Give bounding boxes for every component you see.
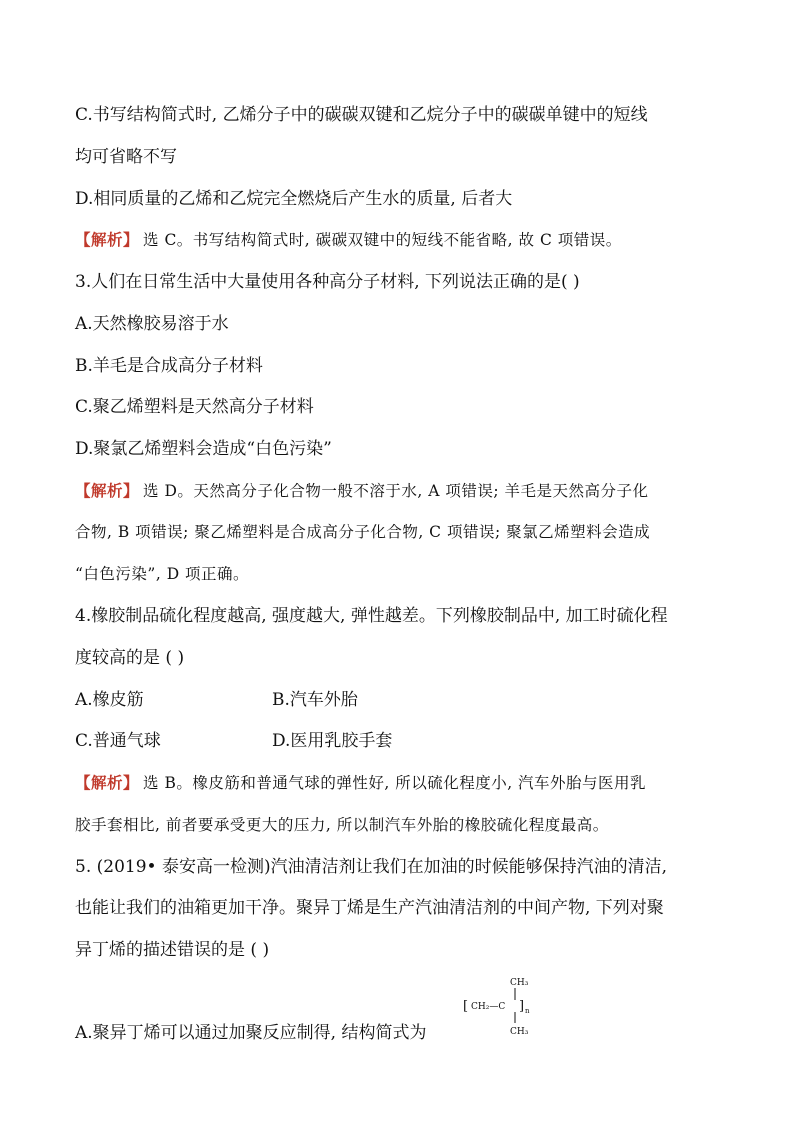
q3-option-a: A.天然橡胶易溶于水 [75, 314, 229, 334]
q5-stem-line3: 异丁烯的描述错误的是 ( ) [75, 940, 270, 960]
analysis-text: 选 B。橡皮筋和普通气球的弹性好, 所以硫化程度小, 汽车外胎与医用乳 [143, 774, 647, 792]
line-c-cont: 均可省略不写 [75, 147, 177, 167]
analysis-q3-line2: 合物, B 项错误; 聚乙烯塑料是合成高分子化合物, C 项错误; 聚氯乙烯塑料会造成 [75, 523, 651, 541]
q5-stem-line2: 也能让我们的油箱更加干净。聚异丁烯是生产汽油清洁剂的中间产物, 下列对聚 [75, 898, 664, 918]
analysis-label: 【解析】 [75, 773, 140, 792]
q4-stem-line1: 4.橡胶制品硫化程度越高, 强度越大, 弹性越差。下列橡胶制品中, 加工时硫化程 [75, 606, 668, 626]
formula-bottom-ch3: CH₃ [510, 1027, 529, 1037]
q4-option-c: C.普通气球 [75, 731, 161, 751]
formula-bracket-right: ] [519, 999, 525, 1014]
q4-option-a: A.橡皮筋 [75, 690, 144, 710]
q3-option-d: D.聚氯乙烯塑料会造成“白色污染” [75, 439, 332, 459]
q4-stem-line2: 度较高的是 ( ) [75, 648, 185, 668]
q3-option-b: B.羊毛是合成高分子材料 [75, 356, 263, 376]
line-d: D.相同质量的乙烯和乙烷完全燃烧后产生水的质量, 后者大 [75, 189, 513, 209]
analysis-q4-line2: 胶手套相比, 前者要承受更大的压力, 所以制汽车外胎的橡胶硫化程度最高。 [75, 816, 609, 834]
analysis-label: 【解析】 [75, 230, 140, 249]
q3-stem: 3.人们在日常生活中大量使用各种高分子材料, 下列说法正确的是( ) [75, 272, 580, 292]
line-c: C.书写结构简式时, 乙烯分子中的碳碳双键和乙烷分子中的碳碳单键中的短线 [75, 105, 648, 125]
analysis-text: 选 D。天然高分子化合物一般不溶于水, A 项错误; 羊毛是天然高分子化 [143, 482, 649, 500]
formula-top-ch3: CH₃ [510, 978, 529, 988]
formula-main: CH₂—C [471, 1002, 506, 1012]
analysis-q4-line1 [75, 772, 646, 794]
formula-bracket-left: [ [463, 999, 469, 1014]
q3-option-c: C.聚乙烯塑料是天然高分子材料 [75, 397, 314, 417]
analysis-q3-line3: “白色污染”, D 项正确。 [75, 565, 250, 583]
analysis-q3-line1 [75, 480, 649, 502]
q4-option-b: B.汽车外胎 [272, 690, 358, 710]
q4-option-d: D.医用乳胶手套 [272, 731, 393, 751]
analysis-text: 选 C。书写结构简式时, 碳碳双键中的短线不能省略, 故 C 项错误。 [143, 231, 622, 249]
polyisobutylene-formula [460, 973, 540, 1043]
formula-subscript-n: n [525, 1007, 530, 1015]
q5-stem-line1: 5. (2019• 泰安高一检测)汽油清洁剂让我们在加油的时候能够保持汽油的清洁, [75, 857, 667, 877]
analysis-q2 [75, 229, 622, 251]
analysis-label: 【解析】 [75, 481, 140, 500]
q5-option-a: A.聚异丁烯可以通过加聚反应制得, 结构简式为 [75, 1023, 427, 1043]
